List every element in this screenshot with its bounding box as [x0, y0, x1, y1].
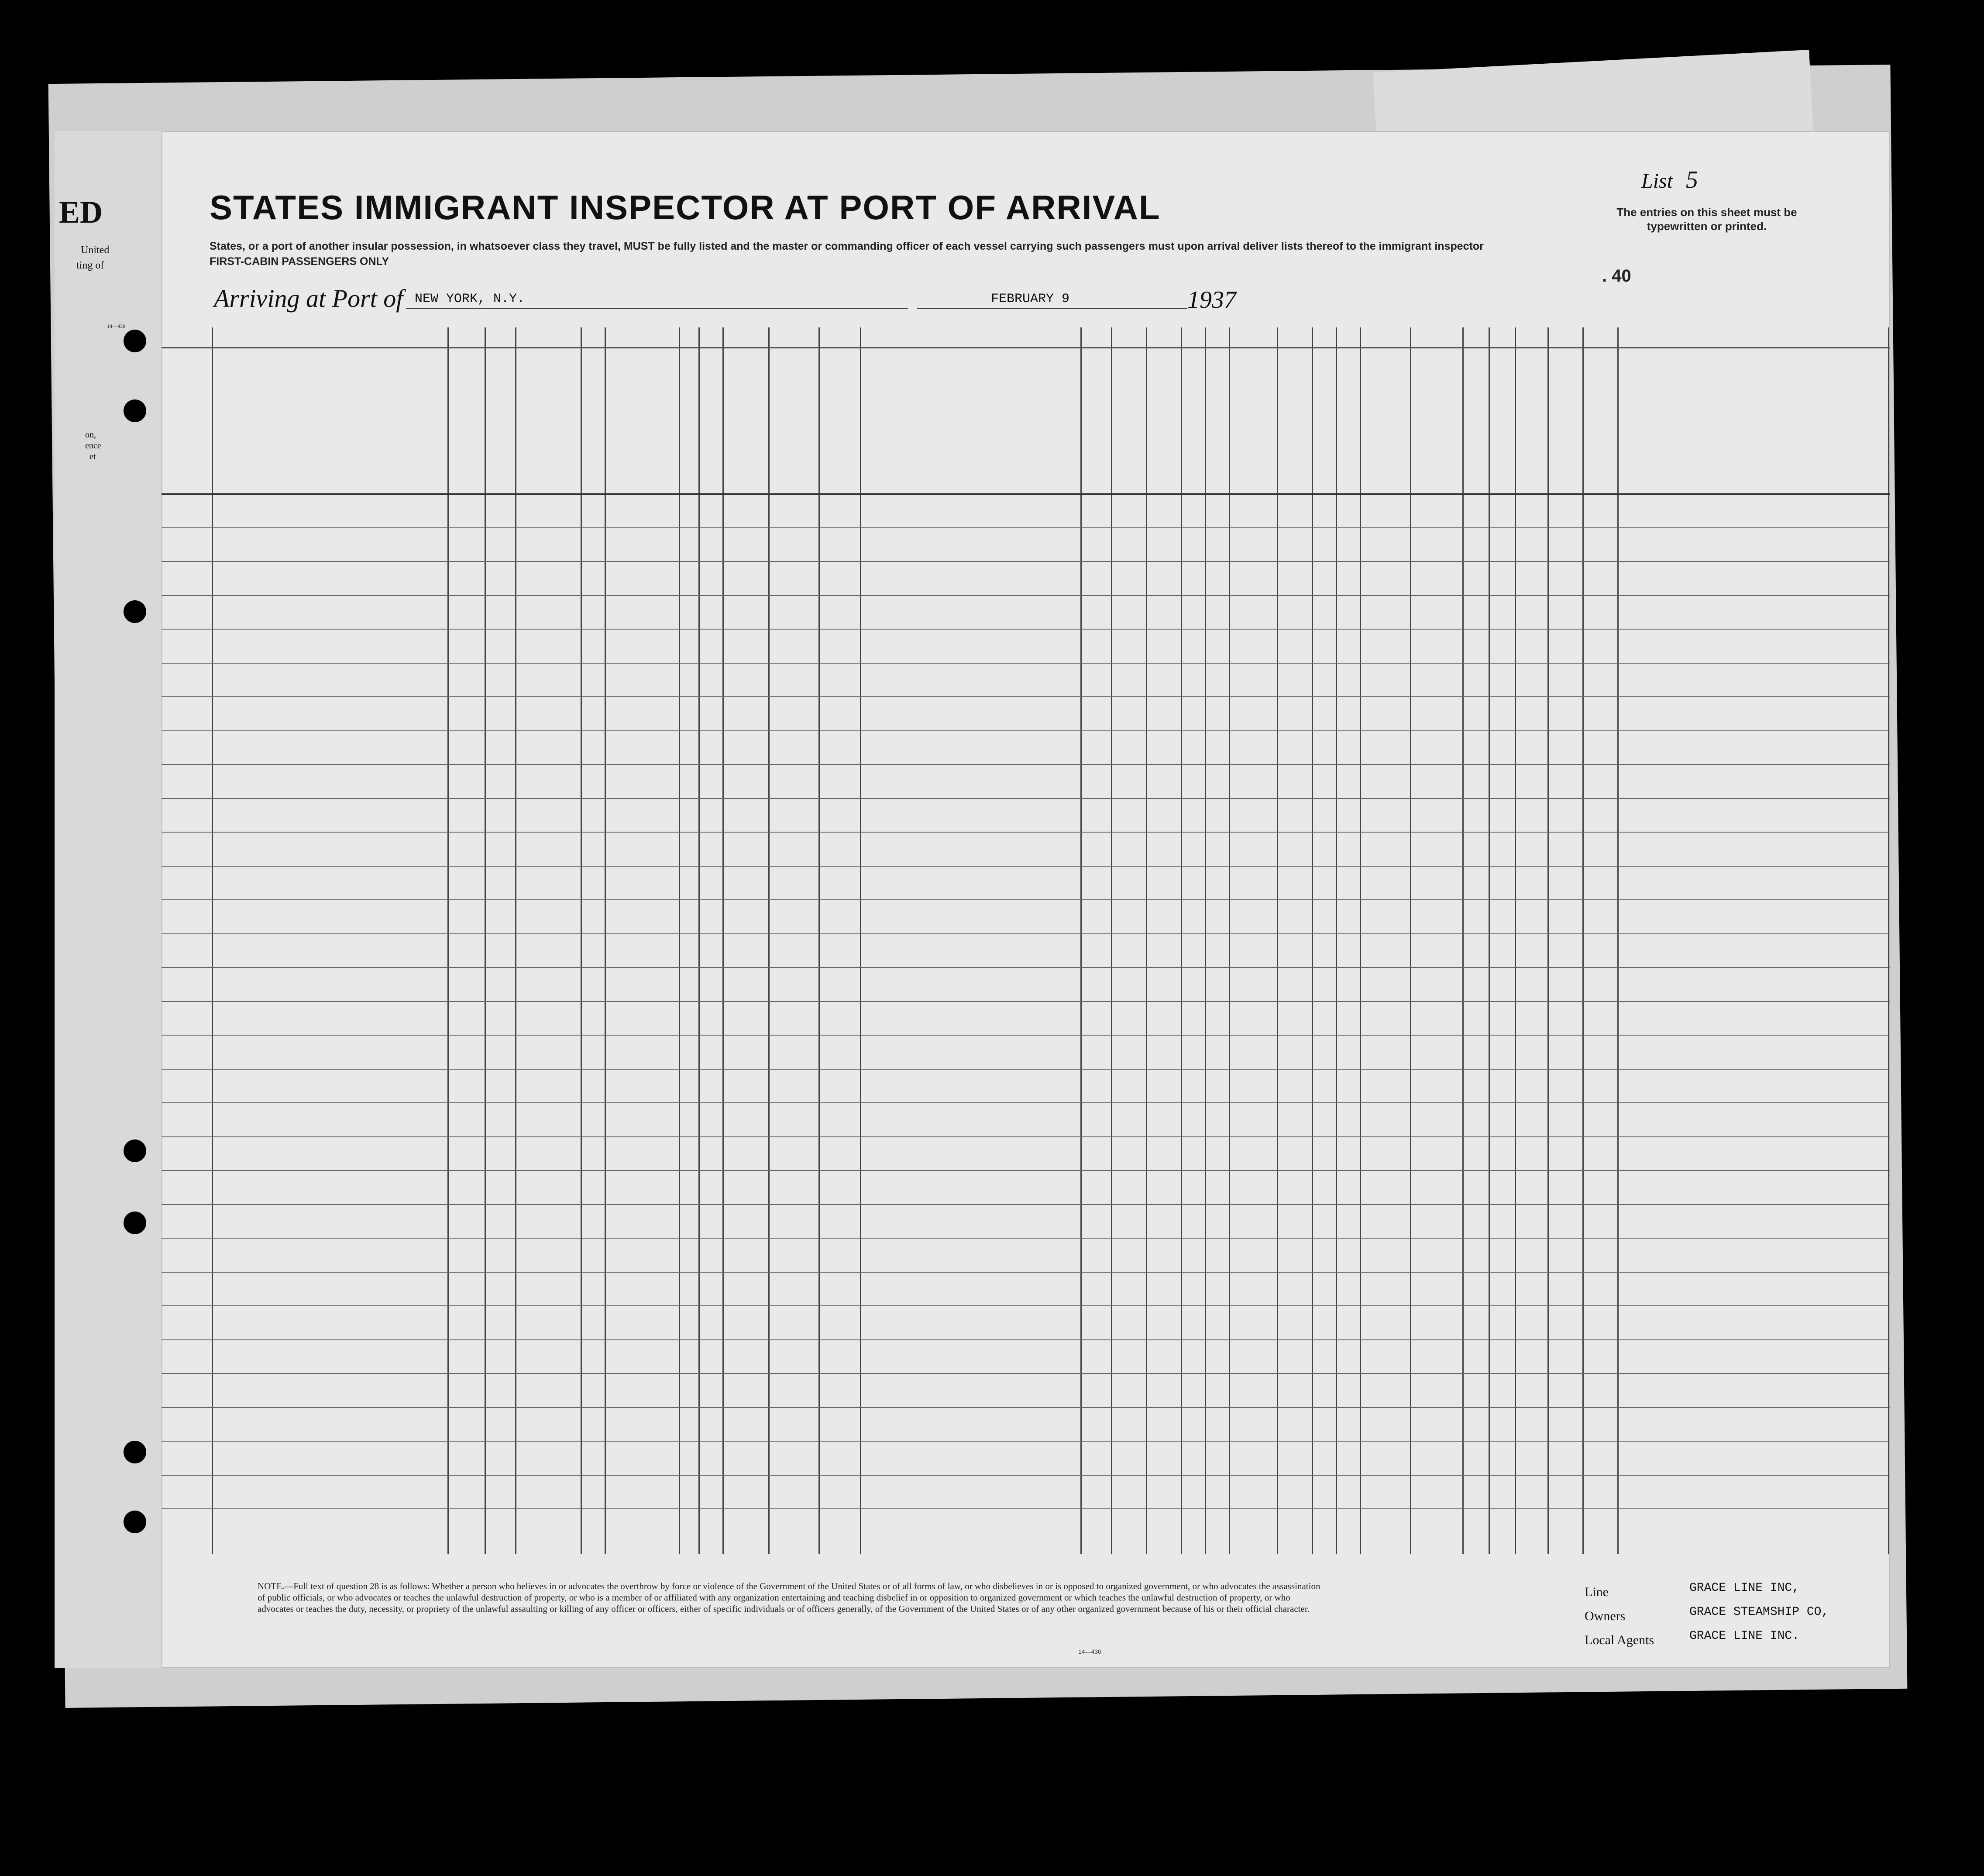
row-rule — [162, 1204, 1890, 1205]
row-rule — [162, 1035, 1890, 1036]
row-rule — [162, 1373, 1890, 1374]
row-rule — [162, 730, 1890, 731]
arriving-label: Arriving at Port of — [214, 284, 403, 313]
column-rule — [1547, 327, 1549, 1554]
column-rule — [1229, 327, 1230, 1554]
row-rule — [162, 696, 1890, 697]
row-rule — [162, 832, 1890, 833]
manifest-page — [162, 131, 1890, 1668]
column-rule — [698, 327, 700, 1554]
column-rule — [1582, 327, 1584, 1554]
strip-text-3: ting of — [76, 260, 104, 271]
strip-text-6: ence — [85, 441, 101, 451]
column-rule — [768, 327, 770, 1554]
row-rule — [162, 1069, 1890, 1070]
row-rule — [162, 1272, 1890, 1273]
column-rule — [818, 327, 820, 1554]
column-rule — [679, 327, 680, 1554]
column-rule — [1205, 327, 1206, 1554]
typewritten-note: The entries on this sheet must be typewritten or printed. — [1616, 206, 1797, 233]
row-rule — [162, 663, 1890, 664]
page-title: STATES IMMIGRANT INSPECTOR AT PORT OF ARRIVAL — [210, 188, 1161, 227]
strip-text-4: 14—430 — [107, 323, 125, 329]
row-rule — [162, 1407, 1890, 1408]
row-rule — [162, 1102, 1890, 1103]
punch-hole — [124, 330, 146, 352]
column-rule — [860, 327, 861, 1554]
row-rule — [162, 1339, 1890, 1340]
column-rule — [1111, 327, 1112, 1554]
column-rule — [1489, 327, 1490, 1554]
punch-hole — [124, 1511, 146, 1533]
column-rule — [1462, 327, 1464, 1554]
arrival-port: NEW YORK, N.Y. — [415, 292, 525, 306]
strip-text-1: ED — [59, 195, 103, 230]
column-rule — [1888, 327, 1889, 1554]
column-rule — [1410, 327, 1411, 1554]
list-value: 5 — [1686, 166, 1699, 193]
strip-text-5: on, — [85, 430, 96, 440]
row-rule — [162, 1238, 1890, 1239]
previous-page-strip — [55, 131, 163, 1668]
punch-hole — [124, 399, 146, 422]
row-rule — [162, 798, 1890, 799]
arrival-year: 1937 — [1187, 286, 1236, 313]
column-rule — [1617, 327, 1619, 1554]
strip-text-2: United — [81, 244, 110, 256]
column-rule — [605, 327, 606, 1554]
column-rule — [581, 327, 582, 1554]
page-number: . 40 — [1602, 266, 1631, 286]
form-number: 14—430 — [1078, 1648, 1101, 1655]
row-rule — [162, 967, 1890, 968]
column-rule — [1146, 327, 1147, 1554]
question-28-note: NOTE.—Full text of question 28 is as follows: Whether a person who believes in or advocates the overthrow by force or violence of the Government of the United States or of all forms of law, or who disbelieves in or is opposed to organized government, or who advocates the assassination of public officials, or who advocates or teaches the unlawful destruction of property, or who is a member of or affiliated with any organization entertaining and teaching disbelief in or opposition to organized government or which teaches the unlawful destruction of property, or who advocates or teaches the duty, necessity, or propriety of the unlawful assaulting or killing of any officer or officers, either of specific individuals or of officers generally, of the Government of the United States or of any other organized government because of his or their official character. — [258, 1581, 1320, 1614]
owners-label: Owners — [1585, 1609, 1626, 1623]
column-rule — [1181, 327, 1182, 1554]
passenger-class: FIRST-CABIN PASSENGERS ONLY — [210, 255, 389, 268]
row-rule — [162, 1508, 1890, 1509]
row-rule — [162, 899, 1890, 900]
row-rule — [162, 629, 1890, 630]
punch-hole — [124, 1441, 146, 1463]
manifest-table — [162, 327, 1890, 1554]
column-rule — [1080, 327, 1082, 1554]
agents-value: GRACE LINE INC. — [1689, 1629, 1800, 1643]
row-rule — [162, 1475, 1890, 1476]
row-rule — [162, 595, 1890, 596]
header-rule — [162, 347, 1890, 348]
column-rule — [1277, 327, 1278, 1554]
row-rule — [162, 561, 1890, 562]
column-rule — [515, 327, 516, 1554]
row-rule — [162, 1136, 1890, 1137]
page-subtitle: States, or a port of another insular possession, in whatsoever class they travel, MUST be fully listed and the master or commanding officer of each vessel carrying such passengers must upon arrival deliver lists thereof to the immigrant inspector — [210, 240, 1484, 252]
row-rule — [162, 1305, 1890, 1306]
punch-hole — [124, 1212, 146, 1234]
agents-label: Local Agents — [1585, 1633, 1654, 1647]
punch-hole — [124, 600, 146, 623]
owners-value: GRACE STEAMSHIP CO, — [1689, 1605, 1829, 1619]
list-label: List — [1641, 169, 1673, 193]
column-rule — [447, 327, 449, 1554]
column-rule — [722, 327, 724, 1554]
row-rule — [162, 866, 1890, 867]
column-rule — [1336, 327, 1337, 1554]
column-rule — [1312, 327, 1313, 1554]
row-rule — [162, 933, 1890, 934]
port-underline — [406, 308, 908, 309]
column-rule — [1360, 327, 1361, 1554]
date-underline — [917, 308, 1187, 309]
line-value: GRACE LINE INC, — [1689, 1581, 1800, 1595]
row-rule — [162, 1001, 1890, 1002]
row-rule — [162, 1170, 1890, 1171]
list-number — [1641, 166, 1698, 194]
punch-hole — [124, 1139, 146, 1162]
column-rule — [1515, 327, 1516, 1554]
row-rule — [162, 527, 1890, 528]
arrival-date: FEBRUARY 9 — [991, 292, 1070, 306]
row-rule — [162, 1441, 1890, 1442]
row-rule — [162, 764, 1890, 765]
strip-text-7: et — [89, 452, 96, 461]
column-rule — [485, 327, 486, 1554]
column-rule — [212, 327, 213, 1554]
line-label: Line — [1585, 1585, 1609, 1599]
header-bottom-rule — [162, 493, 1890, 495]
